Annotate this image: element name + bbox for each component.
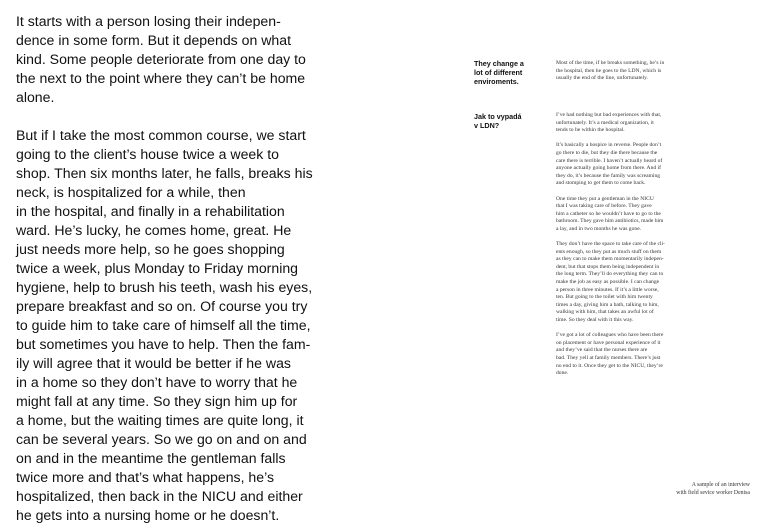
answer-line: as they can to make them momentarily indepen- xyxy=(556,256,664,263)
answer-line: on placement or have personal experience of it xyxy=(556,339,661,346)
paragraph-gap xyxy=(556,188,706,196)
body-line: might fall at any time. So they sign him up for xyxy=(16,393,298,409)
paragraph-gap xyxy=(16,107,378,126)
question-line: enviroments. xyxy=(474,77,519,86)
main-interview-text xyxy=(16,12,378,525)
body-line: can be several years. So we go on and on and xyxy=(16,431,307,447)
body-line: in the hospital, and finally in a rehabilitation xyxy=(16,203,285,219)
body-line: hospitalized, then back in the NICU and either xyxy=(16,488,303,504)
left-page xyxy=(0,0,390,523)
body-line: just needs more help, so he goes shopping xyxy=(16,241,285,257)
answer-line: the long term. They’ll do everything they can to xyxy=(556,271,664,278)
answer-line: make the job as easy as possible. I can change xyxy=(556,279,660,286)
answer-line: no end to it. Once they get to the NICU, they’re xyxy=(556,362,663,369)
answer-line: It’s basically a hospice in reverse. People don’t xyxy=(556,142,662,149)
answer-line: and stomping to get them to come back. xyxy=(556,180,646,187)
body-line: It starts with a person losing their indepen- xyxy=(16,13,281,29)
answer-line: the hospital, then he goes to the LDN, which is xyxy=(556,67,662,74)
body-line: in a home so they don’t have to worry that he xyxy=(16,374,298,390)
right-page xyxy=(390,0,780,520)
body-line: to guide him to take care of himself all the time, xyxy=(16,317,311,333)
question-change-environments xyxy=(474,59,546,86)
answer-line: go there to die, but they die there because the xyxy=(556,149,658,156)
body-line: prepare breakfast and so on. Of course you try xyxy=(16,298,308,314)
question-line: Jak to vypadá xyxy=(474,112,522,121)
answer-line: ents enough, so they put as much stuff on them xyxy=(556,248,662,255)
answer-line: tends to be within the hospital. xyxy=(556,127,625,134)
answer-line: dent, but that stops them being independent in xyxy=(556,263,660,270)
answer-line: I’ve had nothing but bad experiences with that, xyxy=(556,112,662,118)
answer-line: times a day, giving him a bath, talking to him, xyxy=(556,301,659,308)
body-line: kind. Some people deteriorate from one day to xyxy=(16,51,306,67)
body-line: shop. Then six months later, he falls, breaks his xyxy=(16,165,313,181)
answer-jak-to-vypada xyxy=(556,112,706,378)
answer-line: him a catheter so he wouldn’t have to go to the xyxy=(556,210,661,217)
answer-line: One time they put a gentleman in the NICU xyxy=(556,195,654,202)
answer-line: time. So they deal with it this way. xyxy=(556,317,634,324)
body-line: hygiene, help to brush his teeth, wash his eyes, xyxy=(16,279,313,295)
body-line: the next to the point where they can’t be home xyxy=(16,70,306,86)
answer-line: done. xyxy=(556,370,569,377)
answer-line: usually the end of the line, unfortunately. xyxy=(556,75,648,82)
answer-line: they do, it’s because the family was screaming xyxy=(556,172,661,179)
answer-line: a lay, and in two months he was gone. xyxy=(556,225,642,232)
body-line: on and in the meantime the gentleman falls xyxy=(16,450,286,466)
question-jak-to-vypada xyxy=(474,112,546,130)
body-line: twice a week, plus Monday to Friday morning xyxy=(16,260,298,276)
body-line: neck, is hospitalized for a while, then xyxy=(16,184,246,200)
answer-line: and they’ve said that the nurses there are xyxy=(556,347,648,354)
paragraph-gap xyxy=(556,135,706,143)
body-line: going to the client’s house twice a week to xyxy=(16,146,279,162)
body-line: alone. xyxy=(16,89,55,105)
answer-line: a person in three minutes. If it’s a little worse, xyxy=(556,286,659,293)
body-line: a home, but the waiting times are quite long, it xyxy=(16,412,304,428)
question-line: lot of different xyxy=(474,68,523,77)
question-line: v LDN? xyxy=(474,121,500,130)
answer-line: care there is terrible. I haven’t actually heard of xyxy=(556,157,663,164)
answer-line: bad. They yell at family members. There’s just xyxy=(556,355,661,361)
body-line: he gets into a nursing home or he doesn’t. xyxy=(16,507,280,523)
paragraph-gap xyxy=(556,234,706,242)
answer-line: ten. But going to the toilet with him twenty xyxy=(556,294,653,301)
body-line: dence in some form. But it depends on what xyxy=(16,32,291,48)
body-line: But if I take the most common course, we start xyxy=(16,127,306,143)
answer-line: They don’t have the space to take care of the cli- xyxy=(556,241,665,248)
caption-line: with field sevice worker Denisa xyxy=(676,490,750,496)
interview-caption xyxy=(676,481,750,497)
body-line: ily will agree that it would be better if he was xyxy=(16,355,291,371)
question-line: They change a xyxy=(474,59,524,68)
answer-line: I’ve got a lot of colleagues who have been there xyxy=(556,332,664,339)
answer-line: that I was taking care of before. They gave xyxy=(556,203,652,210)
answer-line: unfortunately. It’s a medical organization, it xyxy=(556,119,654,126)
answer-change-environments xyxy=(556,60,706,83)
answer-line: walking with him, that takes an awful lot of xyxy=(556,309,654,316)
answer-line: Most of the time, if he breaks something, he’s in xyxy=(556,60,665,66)
answer-line: anyone actually going home from there. And if xyxy=(556,165,662,172)
body-line: twice more and that’s what happens, he’s xyxy=(16,469,275,485)
caption-line: A sample of an interview xyxy=(691,482,750,488)
answer-line: bathroom. They gave him antibiotics, made him xyxy=(556,218,664,225)
body-line: ward. He’s lucky, he comes home, great. He xyxy=(16,222,292,238)
body-line: but sometimes you have to help. Then the fam- xyxy=(16,336,311,352)
